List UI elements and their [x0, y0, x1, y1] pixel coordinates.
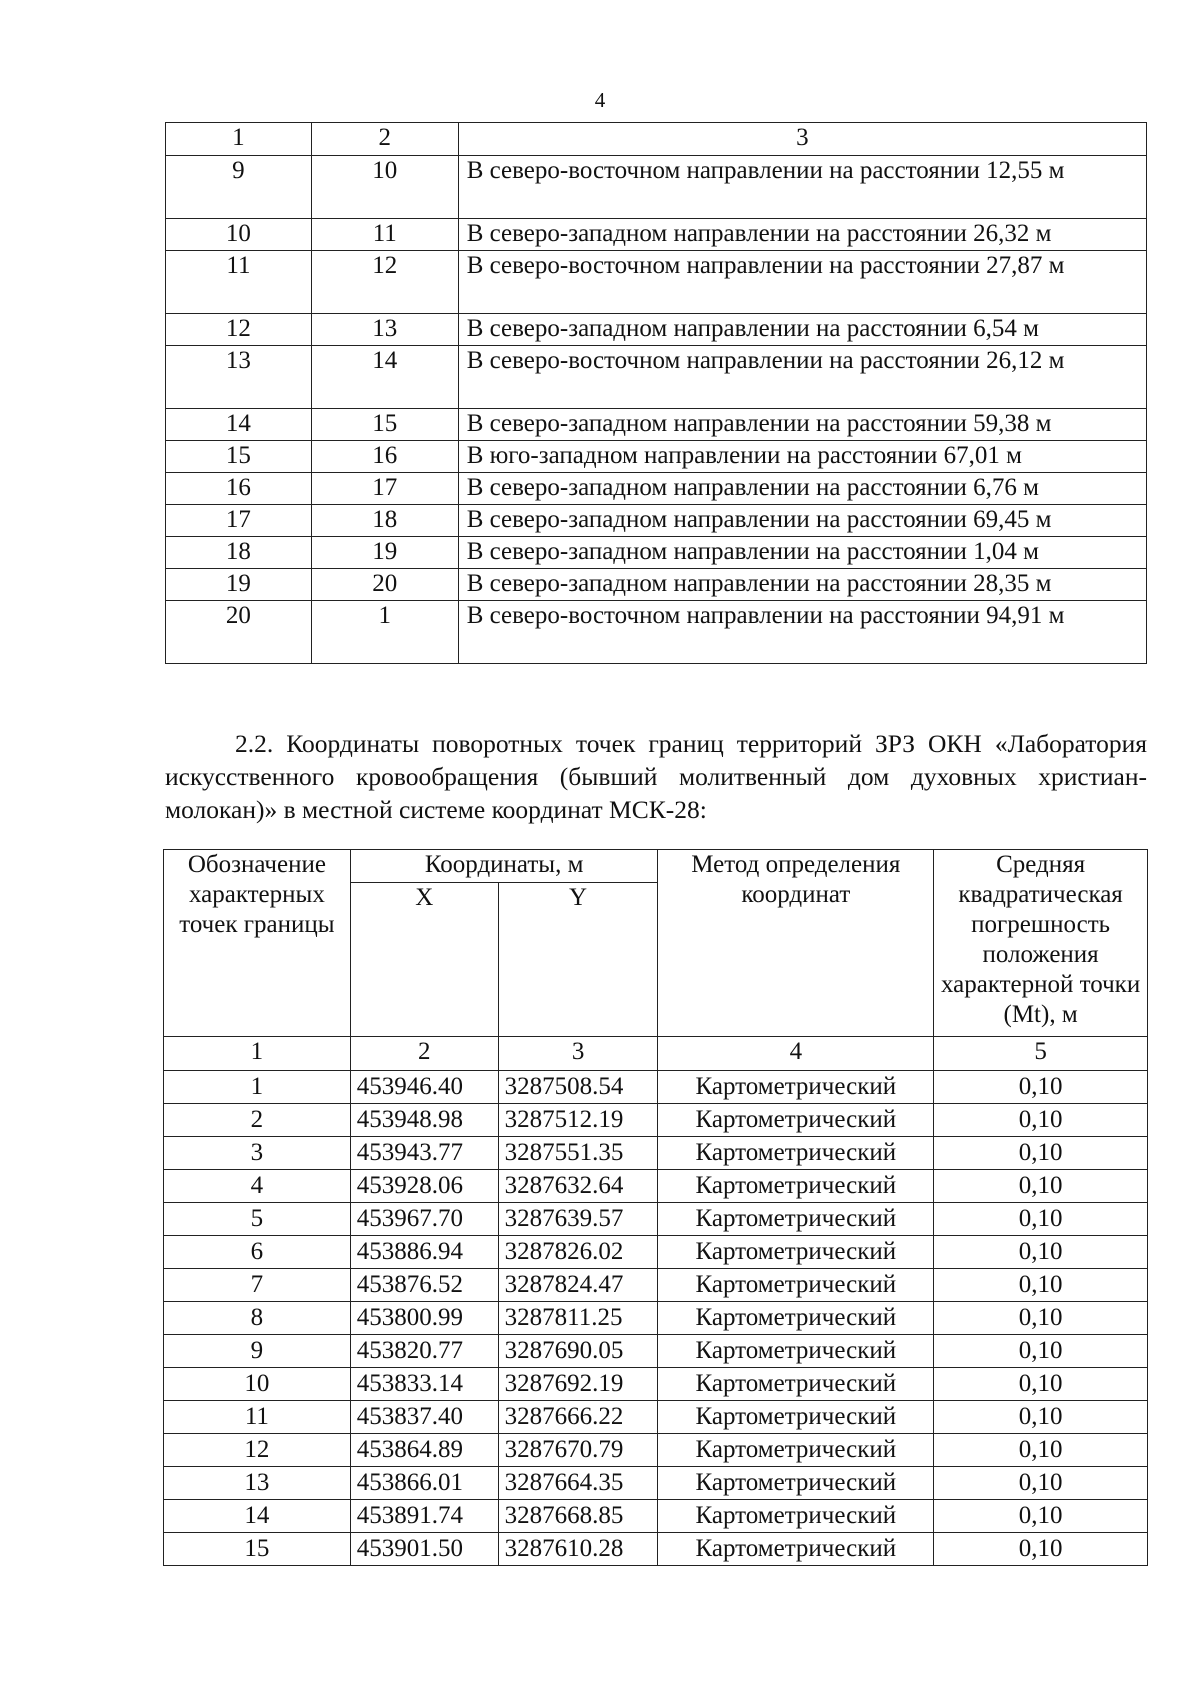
table-row — [164, 1071, 1148, 1104]
x-coordinate-cell: 453800.99 — [350, 1302, 498, 1335]
error-cell: 0,10 — [934, 1203, 1148, 1236]
x-coordinate-cell: 453820.77 — [350, 1335, 498, 1368]
column-number: 3 — [498, 1037, 658, 1071]
y-coordinate-cell: 3287639.57 — [498, 1203, 658, 1236]
to-point-cell: 18 — [311, 505, 458, 537]
table-row — [166, 537, 1147, 569]
table-row — [164, 1368, 1148, 1401]
y-coordinate-cell: 3287670.79 — [498, 1434, 658, 1467]
section-heading-text: 2.2. Координаты поворотных точек границ территорий ЗРЗ ОКН «Лаборатория искусственного кровообращения (бывший молитвенный дом духовных христиан-молокан)» в местной системе координат МСК-28: — [165, 729, 1147, 824]
x-coordinate-cell: 453833.14 — [350, 1368, 498, 1401]
method-cell: Картометрический — [658, 1071, 934, 1104]
error-cell: 0,10 — [934, 1335, 1148, 1368]
method-cell: Картометрический — [658, 1500, 934, 1533]
method-cell: Картометрический — [658, 1302, 934, 1335]
to-point-cell: 12 — [311, 251, 458, 314]
error-cell: 0,10 — [934, 1170, 1148, 1203]
description-cell: В северо-западном направлении на расстоянии 28,35 м — [458, 569, 1146, 601]
table-row — [164, 1467, 1148, 1500]
table-row — [166, 251, 1147, 314]
coordinates-table — [163, 849, 1148, 1566]
method-cell: Картометрический — [658, 1467, 934, 1500]
page-number: 4 — [594, 88, 606, 112]
point-cell: 3 — [164, 1137, 351, 1170]
table-header-row — [164, 850, 1148, 883]
column-header: 3 — [458, 123, 1146, 156]
method-cell: Картометрический — [658, 1335, 934, 1368]
error-cell: 0,10 — [934, 1269, 1148, 1302]
x-coordinate-cell: 453876.52 — [350, 1269, 498, 1302]
table-row — [164, 1335, 1148, 1368]
table-row — [166, 156, 1147, 219]
y-coordinate-cell: 3287666.22 — [498, 1401, 658, 1434]
table-row — [166, 314, 1147, 346]
to-point-cell: 15 — [311, 409, 458, 441]
x-coordinate-cell: 453946.40 — [350, 1071, 498, 1104]
from-point-cell: 13 — [166, 346, 312, 409]
point-cell: 15 — [164, 1533, 351, 1566]
from-point-cell: 14 — [166, 409, 312, 441]
error-cell: 0,10 — [934, 1533, 1148, 1566]
x-coordinate-cell: 453901.50 — [350, 1533, 498, 1566]
table-row — [166, 601, 1147, 664]
x-coordinate-cell: 453891.74 — [350, 1500, 498, 1533]
to-point-cell: 17 — [311, 473, 458, 505]
y-coordinate-cell: 3287508.54 — [498, 1071, 658, 1104]
x-coordinate-cell: 453886.94 — [350, 1236, 498, 1269]
to-point-cell: 1 — [311, 601, 458, 664]
description-cell: В северо-восточном направлении на расстоянии 27,87 м — [458, 251, 1146, 314]
table-row — [166, 473, 1147, 505]
boundary-description-table — [165, 122, 1147, 664]
table-row — [166, 441, 1147, 473]
y-coordinate-cell: 3287811.25 — [498, 1302, 658, 1335]
description-cell: В юго-западном направлении на расстоянии 67,01 м — [458, 441, 1146, 473]
point-cell: 8 — [164, 1302, 351, 1335]
x-coordinate-cell: 453866.01 — [350, 1467, 498, 1500]
description-cell: В северо-западном направлении на расстоянии 6,54 м — [458, 314, 1146, 346]
table-row — [166, 409, 1147, 441]
description-cell: В северо-западном направлении на расстоянии 59,38 м — [458, 409, 1146, 441]
table-row — [166, 346, 1147, 409]
error-cell: 0,10 — [934, 1071, 1148, 1104]
x-coordinate-cell: 453837.40 — [350, 1401, 498, 1434]
y-coordinate-cell: 3287632.64 — [498, 1170, 658, 1203]
table-row — [164, 1236, 1148, 1269]
table-row — [166, 219, 1147, 251]
y-coordinate-cell: 3287664.35 — [498, 1467, 658, 1500]
point-cell: 6 — [164, 1236, 351, 1269]
method-header: Метод определения координат — [658, 850, 934, 1037]
from-point-cell: 17 — [166, 505, 312, 537]
y-coordinate-cell: 3287551.35 — [498, 1137, 658, 1170]
column-number: 2 — [350, 1037, 498, 1071]
error-cell: 0,10 — [934, 1104, 1148, 1137]
table-row — [164, 1203, 1148, 1236]
description-cell: В северо-восточном направлении на расстоянии 94,91 м — [458, 601, 1146, 664]
error-cell: 0,10 — [934, 1302, 1148, 1335]
from-point-cell: 16 — [166, 473, 312, 505]
error-cell: 0,10 — [934, 1467, 1148, 1500]
table-row — [164, 1401, 1148, 1434]
method-cell: Картометрический — [658, 1236, 934, 1269]
from-point-cell: 12 — [166, 314, 312, 346]
from-point-cell: 11 — [166, 251, 312, 314]
to-point-cell: 16 — [311, 441, 458, 473]
from-point-cell: 20 — [166, 601, 312, 664]
column-number: 5 — [934, 1037, 1148, 1071]
table-row — [164, 1269, 1148, 1302]
y-coordinate-cell: 3287690.05 — [498, 1335, 658, 1368]
point-cell: 5 — [164, 1203, 351, 1236]
y-header: Y — [498, 883, 658, 1037]
to-point-cell: 13 — [311, 314, 458, 346]
description-cell: В северо-восточном направлении на расстоянии 12,55 м — [458, 156, 1146, 219]
error-cell: 0,10 — [934, 1236, 1148, 1269]
from-point-cell: 18 — [166, 537, 312, 569]
method-cell: Картометрический — [658, 1104, 934, 1137]
method-cell: Картометрический — [658, 1269, 934, 1302]
point-cell: 10 — [164, 1368, 351, 1401]
column-number: 4 — [658, 1037, 934, 1071]
point-cell: 9 — [164, 1335, 351, 1368]
y-coordinate-cell: 3287692.19 — [498, 1368, 658, 1401]
point-cell: 1 — [164, 1071, 351, 1104]
method-cell: Картометрический — [658, 1137, 934, 1170]
y-coordinate-cell: 3287824.47 — [498, 1269, 658, 1302]
x-coordinate-cell: 453943.77 — [350, 1137, 498, 1170]
designation-header: Обозначение характерных точек границы — [164, 850, 351, 1037]
method-cell: Картометрический — [658, 1533, 934, 1566]
table-row — [164, 1434, 1148, 1467]
error-cell: 0,10 — [934, 1368, 1148, 1401]
table-header-row — [166, 123, 1147, 156]
description-cell: В северо-восточном направлении на расстоянии 26,12 м — [458, 346, 1146, 409]
error-header: Средняя квадратическая погрешность положения характерной точки (Mt), м — [934, 850, 1148, 1037]
table-row — [164, 1302, 1148, 1335]
method-cell: Картометрический — [658, 1170, 934, 1203]
table-row — [164, 1533, 1148, 1566]
description-cell: В северо-западном направлении на расстоянии 1,04 м — [458, 537, 1146, 569]
y-coordinate-cell: 3287826.02 — [498, 1236, 658, 1269]
description-cell: В северо-западном направлении на расстоянии 69,45 м — [458, 505, 1146, 537]
point-cell: 12 — [164, 1434, 351, 1467]
table-row — [164, 1500, 1148, 1533]
method-cell: Картометрический — [658, 1434, 934, 1467]
from-point-cell: 10 — [166, 219, 312, 251]
coordinates-header: Координаты, м — [350, 850, 658, 883]
x-coordinate-cell: 453948.98 — [350, 1104, 498, 1137]
to-point-cell: 14 — [311, 346, 458, 409]
from-point-cell: 15 — [166, 441, 312, 473]
x-coordinate-cell: 453928.06 — [350, 1170, 498, 1203]
y-coordinate-cell: 3287668.85 — [498, 1500, 658, 1533]
column-number-row — [164, 1037, 1148, 1071]
to-point-cell: 10 — [311, 156, 458, 219]
table-row — [164, 1170, 1148, 1203]
method-cell: Картометрический — [658, 1203, 934, 1236]
point-cell: 13 — [164, 1467, 351, 1500]
y-coordinate-cell: 3287512.19 — [498, 1104, 658, 1137]
to-point-cell: 20 — [311, 569, 458, 601]
description-cell: В северо-западном направлении на расстоянии 26,32 м — [458, 219, 1146, 251]
from-point-cell: 9 — [166, 156, 312, 219]
to-point-cell: 19 — [311, 537, 458, 569]
point-cell: 2 — [164, 1104, 351, 1137]
table-row — [164, 1137, 1148, 1170]
point-cell: 11 — [164, 1401, 351, 1434]
error-cell: 0,10 — [934, 1401, 1148, 1434]
x-coordinate-cell: 453967.70 — [350, 1203, 498, 1236]
method-cell: Картометрический — [658, 1401, 934, 1434]
column-header: 2 — [311, 123, 458, 156]
column-number: 1 — [164, 1037, 351, 1071]
to-point-cell: 11 — [311, 219, 458, 251]
error-cell: 0,10 — [934, 1434, 1148, 1467]
y-coordinate-cell: 3287610.28 — [498, 1533, 658, 1566]
table-row — [166, 569, 1147, 601]
x-header: X — [350, 883, 498, 1037]
point-cell: 4 — [164, 1170, 351, 1203]
point-cell: 14 — [164, 1500, 351, 1533]
x-coordinate-cell: 453864.89 — [350, 1434, 498, 1467]
error-cell: 0,10 — [934, 1500, 1148, 1533]
error-cell: 0,10 — [934, 1137, 1148, 1170]
method-cell: Картометрический — [658, 1368, 934, 1401]
table-row — [164, 1104, 1148, 1137]
column-header: 1 — [166, 123, 312, 156]
description-cell: В северо-западном направлении на расстоянии 6,76 м — [458, 473, 1146, 505]
from-point-cell: 19 — [166, 569, 312, 601]
point-cell: 7 — [164, 1269, 351, 1302]
table-row — [166, 505, 1147, 537]
